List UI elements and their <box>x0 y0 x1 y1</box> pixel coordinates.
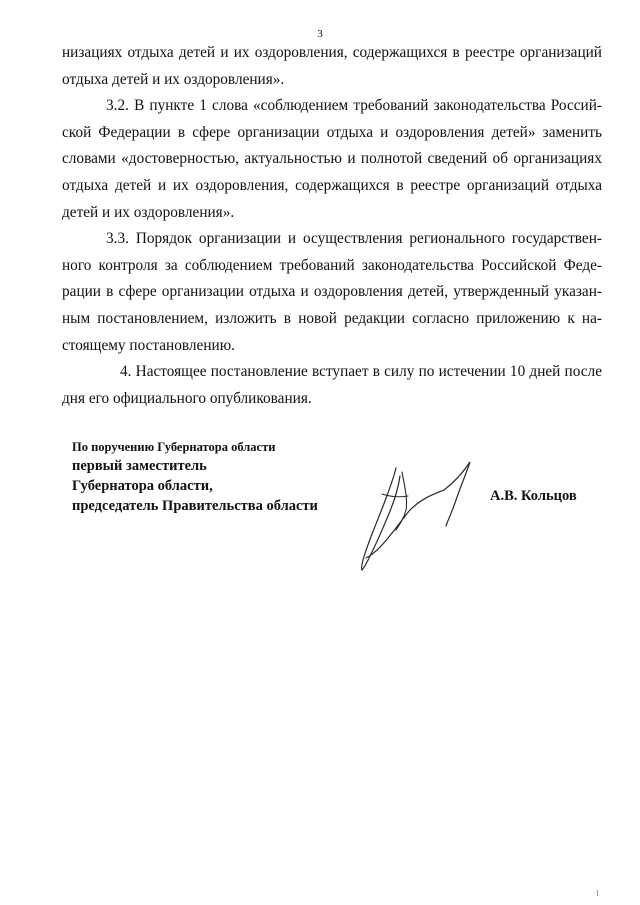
text-line: ного контроля за соблюдением требований законодательства Российской Феде- <box>62 256 602 274</box>
text-line: дня его официального опубликования. <box>62 389 312 407</box>
text-line: 3.3. Порядок организации и осуществления регионального государствен- <box>106 230 602 248</box>
text-line: детей и их оздоровления». <box>62 203 235 221</box>
text-line: ской Федерации в сфере организации отдыха и оздоровления детей» заменить <box>62 123 602 141</box>
signatory-title-line: председатель Правительства области <box>72 498 318 514</box>
paragraph-3-2 <box>62 93 602 226</box>
paragraph-3-3 <box>62 226 602 359</box>
text-line: рации в сфере организации отдыха и оздоровления детей, утвержденный указан- <box>62 283 602 301</box>
signatory-title-line: Губернатора области, <box>72 478 213 494</box>
signatory-authority-line: По поручению Губернатора области <box>72 440 276 454</box>
text-line: стоящему постановлению. <box>62 336 235 354</box>
scan-mark <box>597 890 598 896</box>
signature-block <box>72 438 318 516</box>
paragraph-4 <box>62 359 602 412</box>
paragraph-continuation <box>62 40 602 93</box>
signatory-title-line: первый заместитель <box>72 458 207 474</box>
page-number: 3 <box>317 28 323 40</box>
handwritten-signature <box>352 454 482 574</box>
text-line: низациях отдыха детей и их оздоровления, содержащихся в реестре организаций <box>62 44 602 61</box>
text-line: ным постановлением, изложить в новой редакции согласно приложению к на- <box>62 309 602 327</box>
text-line: 4. Настоящее постановление вступает в силу по истечении 10 дней после <box>120 363 602 381</box>
text-line: отдыха детей и их оздоровления». <box>62 70 285 88</box>
document-body <box>62 40 602 412</box>
text-line: словами «достоверностью, актуальностью и полнотой сведений об организациях <box>62 150 602 168</box>
text-line: 3.2. В пункте 1 слова «соблюдением требований законодательства Россий- <box>106 97 602 115</box>
text-line: отдыха детей и их оздоровления, содержащихся в реестре организаций отдыха <box>62 176 602 194</box>
signatory-name: А.В. Кольцов <box>490 488 577 504</box>
